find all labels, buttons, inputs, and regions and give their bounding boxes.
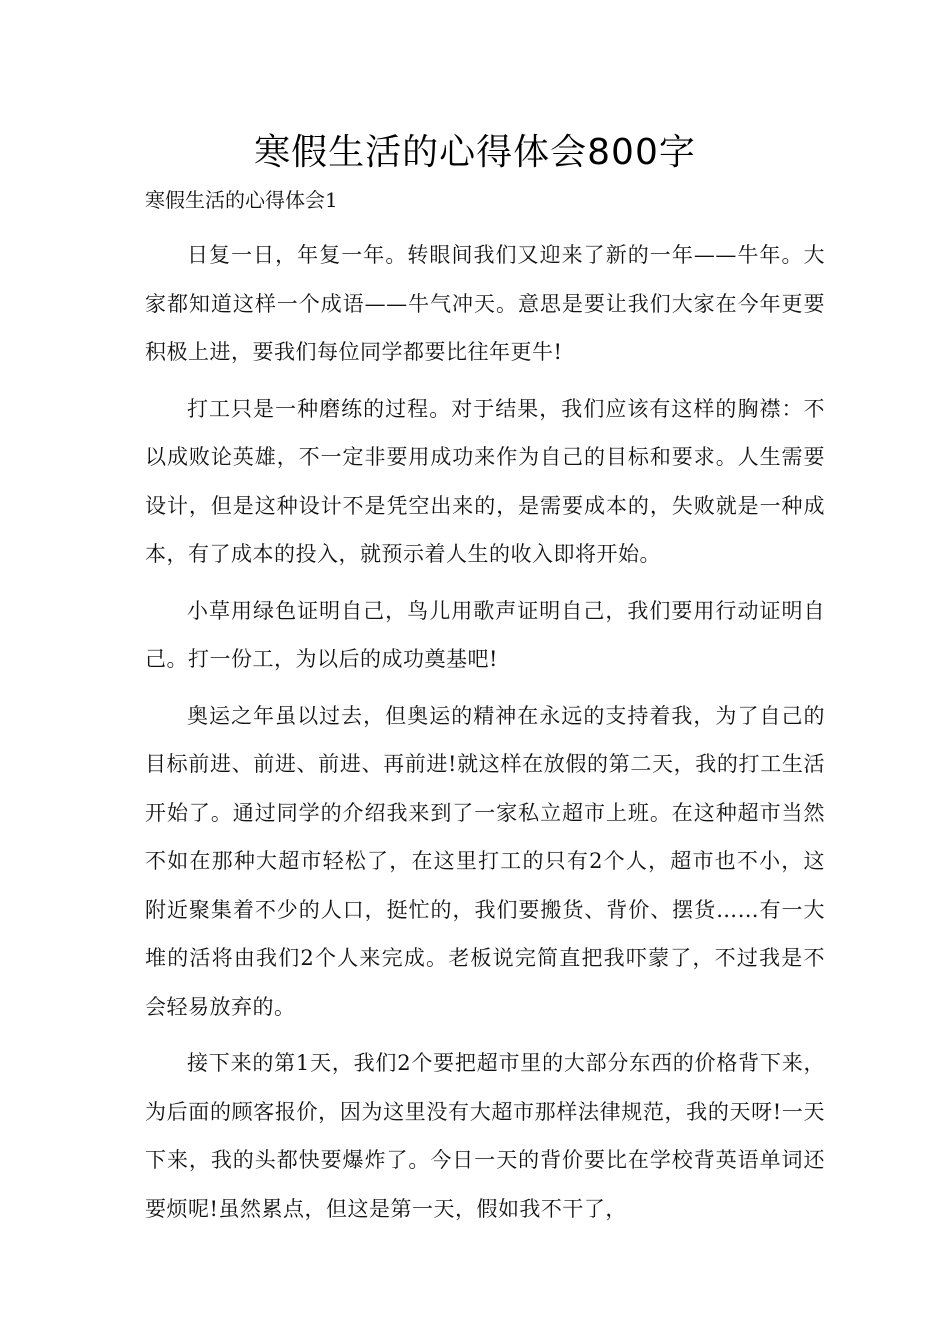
paragraph: 打工只是一种磨练的过程。对于结果，我们应该有这样的胸襟：不以成败论英雄，不一定非要用成功来作为自己的目标和要求。人生需要设计，但是这种设计不是凭空出来的，是需要成本的，失败就是一种成本，有了成本的投入，就预示着人生的收入即将开始。 (145, 396, 825, 566)
paragraph: 日复一日，年复一年。转眼间我们又迎来了新的一年——牛年。大家都知道这样一个成语——牛气冲天。意思是要让我们大家在今年更要积极上进，要我们每位同学都要比往年更牛! (145, 243, 825, 364)
paragraph: 奥运之年虽以过去，但奥运的精神在永远的支持着我，为了自己的目标前进、前进、前进、再前进!就这样在放假的第二天，我的打工生活开始了。通过同学的介绍我来到了一家私立超市上班。在这种超市当然不如在那种大超市轻松了，在这里打工的只有2个人，超市也不小，这附近聚集着不少的人口，挺忙的，我们要搬货、背价、摆货……有一大堆的活将由我们2个人来完成。老板说完简直把我吓蒙了，不过我是不会轻易放弃的。 (145, 703, 825, 1019)
section-heading: 寒假生活的心得体会1 (145, 188, 338, 212)
document-body (145, 231, 825, 1241)
document-title: 寒假生活的心得体会800字 (254, 132, 696, 173)
paragraph: 小草用绿色证明自己，鸟儿用歌声证明自己，我们要用行动证明自己。打一份工，为以后的成功奠基吧! (145, 598, 825, 671)
paragraph: 接下来的第1天，我们2个要把超市里的大部分东西的价格背下来，为后面的顾客报价，因为这里没有大超市那样法律规范，我的天呀!一天下来，我的头都快要爆炸了。今日一天的背价要比在学校背英语单词还要烦呢!虽然累点，但这是第一天，假如我不干了， (145, 1051, 825, 1221)
